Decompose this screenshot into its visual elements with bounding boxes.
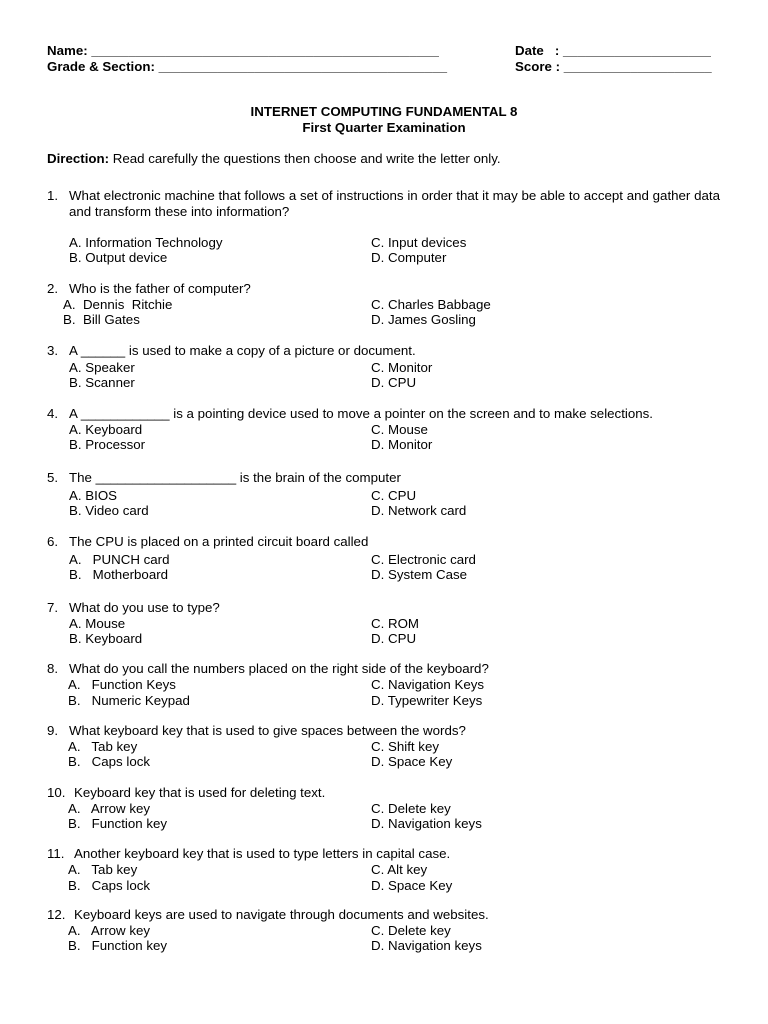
options xyxy=(47,862,720,894)
option-d: D. Navigation keys xyxy=(371,816,482,831)
option-b: B. Scanner xyxy=(69,375,135,390)
question-4 xyxy=(47,406,720,454)
question-1 xyxy=(47,188,720,220)
options xyxy=(47,486,720,518)
option-d: D. Navigation keys xyxy=(371,938,482,953)
question-number: 10. xyxy=(47,785,66,800)
option-d: D. Computer xyxy=(371,250,447,265)
question-text: What do you use to type? xyxy=(69,600,220,615)
question-number: 12. xyxy=(47,907,66,922)
option-a: A. Dennis Ritchie xyxy=(63,297,173,312)
option-a: A. Speaker xyxy=(69,360,135,375)
question-number: 2. xyxy=(47,281,59,296)
question-number: 9. xyxy=(47,723,59,738)
options xyxy=(47,359,720,391)
direction-body: Read carefully the questions then choose and write the letter only. xyxy=(109,151,501,166)
question-number: 8. xyxy=(47,661,59,676)
option-b: B. Motherboard xyxy=(69,567,169,582)
direction-label: Direction: xyxy=(47,151,110,166)
question-stem xyxy=(47,785,720,801)
option-b: B. Video card xyxy=(69,503,149,518)
question-number: 4. xyxy=(47,406,59,421)
question-stem xyxy=(47,406,720,422)
direction-text xyxy=(47,151,501,167)
option-c: C. Shift key xyxy=(371,739,439,754)
question-text: What keyboard key that is used to give spaces between the words? xyxy=(69,723,466,738)
question-2 xyxy=(47,281,720,329)
option-c: C. CPU xyxy=(371,488,417,503)
option-a: A. Arrow key xyxy=(68,801,151,816)
option-d: D. Space Key xyxy=(371,754,453,769)
option-d: D. CPU xyxy=(371,375,417,390)
question-number: 7. xyxy=(47,600,59,615)
question-stem xyxy=(47,907,720,923)
option-a: A. Arrow key xyxy=(68,923,151,938)
question-text: The ___________________ is the brain of the computer xyxy=(69,470,401,485)
option-a: A. Tab key xyxy=(68,739,138,754)
option-b: B. Function key xyxy=(68,816,168,831)
question-text: Who is the father of computer? xyxy=(69,281,251,296)
question-stem xyxy=(47,343,720,359)
name-field: Name: _______________________________________________ xyxy=(47,43,439,58)
question-stem xyxy=(47,661,720,677)
question-9 xyxy=(47,723,720,771)
question-stem xyxy=(47,534,720,550)
question-text: Keyboard keys are used to navigate through documents and websites. xyxy=(74,907,489,922)
option-d: D. CPU xyxy=(371,631,417,646)
option-c: C. Monitor xyxy=(371,360,433,375)
option-b: B. Function key xyxy=(68,938,168,953)
options xyxy=(47,677,720,709)
question-6 xyxy=(47,534,720,582)
question-number: 6. xyxy=(47,534,59,549)
options xyxy=(47,297,720,329)
date-field: Date : ____________________ xyxy=(515,43,711,58)
option-a: A. Mouse xyxy=(69,616,126,631)
question-stem xyxy=(47,723,720,739)
question-stem xyxy=(47,600,720,616)
option-c: C. Navigation Keys xyxy=(371,677,485,692)
option-c: C. ROM xyxy=(371,616,420,631)
question-7 xyxy=(47,600,720,648)
question-3 xyxy=(47,343,720,391)
option-c: C. Alt key xyxy=(371,862,428,877)
exam-title: INTERNET COMPUTING FUNDAMENTAL 8 xyxy=(250,104,518,119)
question-text: What do you call the numbers placed on the right side of the keyboard? xyxy=(69,661,489,676)
option-d: D. James Gosling xyxy=(371,312,476,327)
option-a: A. Information Technology xyxy=(69,235,223,250)
question-number: 3. xyxy=(47,343,59,358)
question-stem xyxy=(47,470,720,486)
option-c: C. Electronic card xyxy=(371,552,476,567)
option-b: B. Caps lock xyxy=(68,754,151,769)
question-stem xyxy=(47,846,720,862)
option-a: A. Keyboard xyxy=(69,422,143,437)
question-1-options xyxy=(47,235,720,267)
option-a: A. Tab key xyxy=(68,862,138,877)
question-text: The CPU is placed on a printed circuit board called xyxy=(69,534,369,549)
question-number: 5. xyxy=(47,470,59,485)
option-a: A. PUNCH card xyxy=(69,552,170,567)
grade-section-field: Grade & Section: _______________________________________ xyxy=(47,59,447,74)
question-8 xyxy=(47,661,720,709)
question-11 xyxy=(47,846,720,894)
question-5 xyxy=(47,470,720,518)
option-d: D. Network card xyxy=(371,503,467,518)
question-12 xyxy=(47,907,720,955)
option-d: D. Monitor xyxy=(371,437,433,452)
options xyxy=(47,616,720,648)
options xyxy=(47,739,720,771)
question-stem xyxy=(47,281,720,297)
option-a: A. BIOS xyxy=(69,488,118,503)
option-c: C. Delete key xyxy=(371,801,451,816)
option-b: B. Bill Gates xyxy=(63,312,140,327)
question-number: 11. xyxy=(47,846,65,861)
option-c: C. Charles Babbage xyxy=(371,297,491,312)
question-number: 1. xyxy=(47,188,59,203)
option-d: D. System Case xyxy=(371,567,468,582)
question-text: A ______ is used to make a copy of a picture or document. xyxy=(69,343,416,358)
question-text: A ____________ is a pointing device used to move a pointer on the screen and to make selections. xyxy=(69,406,653,421)
option-c: C. Mouse xyxy=(371,422,428,437)
options xyxy=(47,550,720,582)
option-b: B. Caps lock xyxy=(68,878,151,893)
option-c: C. Input devices xyxy=(371,235,467,250)
option-b: B. Processor xyxy=(69,437,146,452)
option-a: A. Function Keys xyxy=(68,677,176,692)
question-stem xyxy=(47,188,720,220)
options xyxy=(47,801,720,833)
question-text: What electronic machine that follows a set of instructions in order that it may be able to accept and gather data and transform these into information? xyxy=(69,188,720,219)
question-10 xyxy=(47,785,720,833)
exam-subtitle: First Quarter Examination xyxy=(302,120,466,135)
question-text: Another keyboard key that is used to type letters in capital case. xyxy=(74,846,451,861)
option-c: C. Delete key xyxy=(371,923,451,938)
options xyxy=(47,422,720,454)
option-d: D. Typewriter Keys xyxy=(371,693,483,708)
question-text: Keyboard key that is used for deleting text. xyxy=(74,785,326,800)
option-b: B. Numeric Keypad xyxy=(68,693,190,708)
option-b: B. Output device xyxy=(69,250,168,265)
options xyxy=(47,923,720,955)
score-field: Score : ____________________ xyxy=(515,59,712,74)
option-d: D. Space Key xyxy=(371,878,453,893)
option-b: B. Keyboard xyxy=(69,631,143,646)
